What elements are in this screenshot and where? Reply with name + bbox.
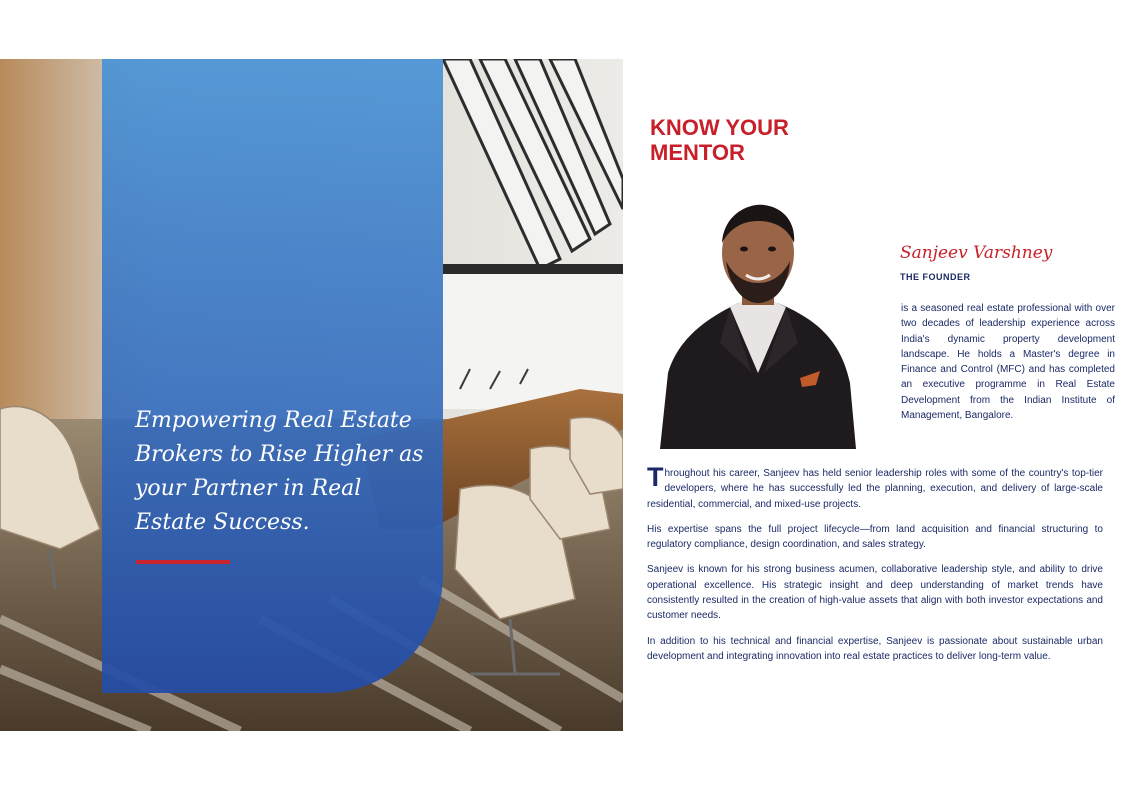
blue-overlay-panel (102, 59, 443, 693)
bio-paragraph: His expertise spans the full project lifecycle—from land acquisition and financial structuring to regulatory compliance, design coordination, and sales strategy. (647, 523, 1103, 551)
mentor-name: Sanjeev Varshney (900, 243, 1053, 263)
bio-paragraph-text: hroughout his career, Sanjeev has held senior leadership roles with some of the country's top-tier developers, where he has successfully led the planning, execution, and delivery of large-scale residential, commercial, and mixed-use projects. (647, 468, 1103, 510)
hero-tagline: Empowering Real Estate Brokers to Rise Higher as your Partner in Real Estate Success. (135, 408, 424, 535)
bio-paragraph (647, 462, 1103, 512)
bio-paragraph: Sanjeev is known for his strong business acumen, collaborative leadership style, and ability to drive operational excellence. His strategic insight and deep understanding of market trends have consistently resulted in the creation of high-value assets that align with both investor expectations and customer needs. (647, 564, 1103, 622)
conference-room-photo (0, 59, 623, 731)
mentor-intro: is a seasoned real estate professional with over two decades of leadership experience across India's dynamic property development landscape. He holds a Master's degree in Finance and Control (MFC) and has completed an executive programme in Real Estate Development from the Indian Institute of Management, Bangalore. (901, 303, 1115, 422)
tagline-underline-accent (136, 560, 230, 564)
bio-paragraph: In addition to his technical and financial expertise, Sanjeev is passionate about sustainable urban development and integrating innovation into real estate practices to deliver long-term value. (647, 635, 1103, 662)
dropcap: T (647, 462, 664, 492)
mentor-portrait-illustration (660, 203, 856, 449)
mentor-role: THE FOUNDER (900, 272, 971, 282)
section-heading: KNOW YOUR MENTOR (650, 115, 789, 165)
mentor-portrait (660, 203, 856, 449)
mentor-bio (647, 462, 1103, 674)
